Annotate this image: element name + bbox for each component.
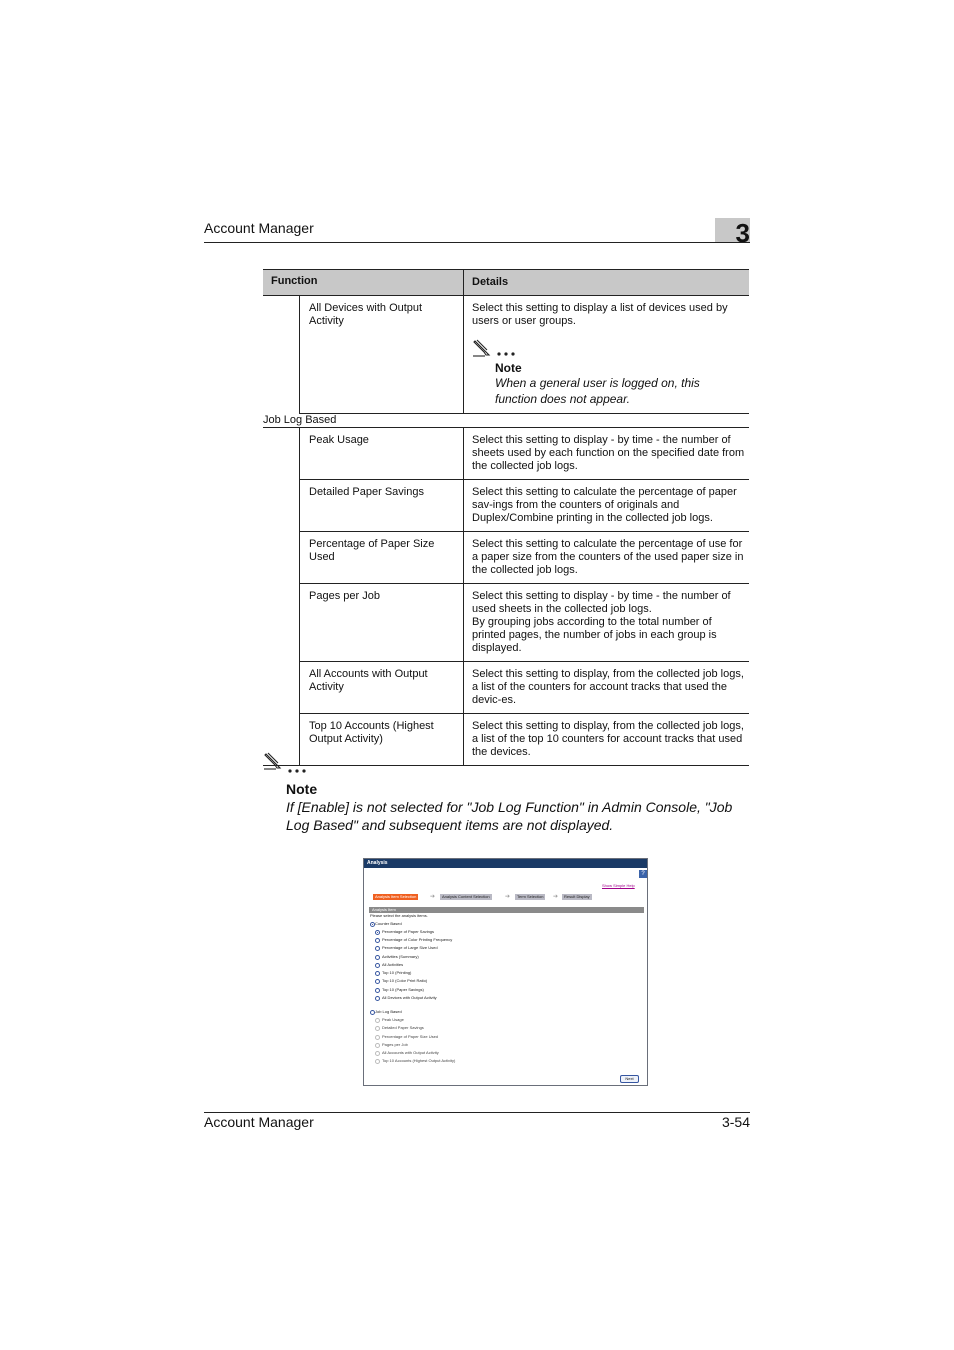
col-details-header: Details (464, 270, 750, 296)
option-radio[interactable] (375, 988, 380, 993)
option-radio[interactable] (375, 971, 380, 976)
page-number: 3-54 (721, 1114, 750, 1130)
details-cell: Select this setting to calculate the percentage of use for a paper size from the counters of the used paper size in the collected job logs. (464, 532, 750, 584)
note-text: If [Enable] is not selected for "Job Log Function" in Admin Console, "Job Log Based" and subsequent items are not displayed. (286, 799, 733, 833)
option-label: All Devices with Output Activity (382, 995, 437, 1000)
chapter-number: 3 (735, 218, 750, 248)
option-label: Peak Usage (382, 1017, 404, 1022)
option-radio[interactable] (375, 1026, 380, 1031)
option-label: Activities (Summary) (382, 954, 419, 959)
step-result-display: Result Display (564, 894, 590, 899)
option-radio[interactable] (375, 996, 380, 1001)
step-arrow-icon: ➔ (553, 894, 559, 900)
option-label: Percentage of Paper Savings (382, 929, 435, 934)
function-cell: Percentage of Paper Size Used (300, 532, 464, 584)
group-row (263, 414, 749, 428)
counter-based-label: Counter Based (375, 921, 402, 926)
note-title: Note (495, 361, 522, 375)
table-row (263, 714, 749, 766)
section-header: Analysis Item (369, 907, 644, 913)
function-cell: All Devices with Output Activity (300, 296, 464, 414)
help-icon[interactable]: ? (639, 870, 647, 878)
details-cell: Select this setting to calculate the percentage of paper sav-ings from the counters of originals and Duplex/Combine printing in the collected job logs. (464, 480, 750, 532)
footer-title: Account Manager (204, 1114, 314, 1130)
header-rule (204, 242, 750, 243)
option-label: Percentage of Color Printing Frequency (382, 937, 453, 942)
analysis-screenshot (363, 858, 648, 1086)
table-row (263, 296, 749, 414)
job-log-based-label: Job Log Based (375, 1009, 402, 1014)
function-cell: Detailed Paper Savings (300, 480, 464, 532)
table-row (263, 662, 749, 714)
option-label: Top 10 Accounts (Highest Output Activity) (382, 1058, 456, 1063)
option-label: Top 10 (Paper Savings) (382, 987, 424, 992)
details-text: Select this setting to display - by time - the number of used sheets in the collected job logs. (472, 590, 731, 615)
function-cell: Pages per Job (300, 584, 464, 662)
step-analysis-item-selection: Analysis Item Selection (375, 894, 417, 899)
note-title: Note (286, 781, 318, 797)
option-radio[interactable] (375, 955, 380, 960)
function-cell: Top 10 Accounts (Highest Output Activity) (300, 714, 464, 766)
step-term-selection: Term Selection (517, 894, 544, 899)
note-pencil-icon (472, 338, 522, 360)
option-radio[interactable] (375, 1059, 380, 1064)
option-radio[interactable] (375, 938, 380, 943)
option-radio[interactable] (375, 979, 380, 984)
details-cell (464, 296, 750, 414)
option-radio[interactable] (375, 1018, 380, 1023)
step-arrow-icon: ➔ (505, 894, 511, 900)
function-table (263, 269, 749, 766)
col-function-header: Function (263, 270, 464, 296)
table-row (263, 480, 749, 532)
details-text: Select this setting to display a list of devices used by users or user groups. (472, 302, 728, 327)
step-arrow-icon: ➔ (430, 894, 436, 900)
option-radio[interactable] (375, 946, 380, 951)
option-radio[interactable] (375, 1043, 380, 1048)
group-label: Job Log Based (263, 414, 749, 428)
table-row (263, 532, 749, 584)
step-analysis-content-selection: Analysis Content Selection (442, 894, 490, 899)
details-text: By grouping jobs according to the total number of printed pages, the number of jobs in each group is displayed. (472, 616, 717, 654)
option-label: Percentage of Large Size Used (382, 945, 438, 950)
details-cell (464, 584, 750, 662)
footer-rule (204, 1112, 750, 1113)
option-label: All Activities (382, 962, 404, 967)
option-label: Top 10 (Printing) (382, 970, 412, 975)
note-text: When a general user is logged on, this function does not appear. (495, 376, 700, 406)
option-label: Detailed Paper Savings (382, 1025, 424, 1030)
details-cell: Select this setting to display, from the collected job logs, a list of the top 10 counters for account tracks that used the devices. (464, 714, 750, 766)
details-cell: Select this setting to display - by time - the number of sheets used by each function on the specified date from the collected job logs. (464, 428, 750, 480)
option-radio[interactable] (375, 963, 380, 968)
option-radio[interactable] (375, 930, 380, 935)
table-row (263, 428, 749, 480)
window-title-bar: Analysis (364, 859, 647, 868)
option-label: Percentage of Paper Size Used (382, 1034, 439, 1039)
next-button[interactable]: Next (620, 1075, 639, 1083)
table-row (263, 584, 749, 662)
option-label: Top 10 (Color Print Ratio) (382, 978, 428, 983)
header-title: Account Manager (204, 220, 314, 236)
function-cell: Peak Usage (300, 428, 464, 480)
show-simple-help-link[interactable]: Show Simple Help (602, 883, 635, 888)
option-radio[interactable] (375, 1051, 380, 1056)
details-cell: Select this setting to display, from the collected job logs, a list of the counters for account tracks that used the devic-es. (464, 662, 750, 714)
prompt-text: Please select the analysis items. (370, 913, 428, 918)
option-label: All Accounts with Output Activity (382, 1050, 439, 1055)
note-pencil-icon (263, 751, 313, 777)
option-radio[interactable] (375, 1035, 380, 1040)
option-label: Pages per Job (382, 1042, 408, 1047)
function-cell: All Accounts with Output Activity (300, 662, 464, 714)
